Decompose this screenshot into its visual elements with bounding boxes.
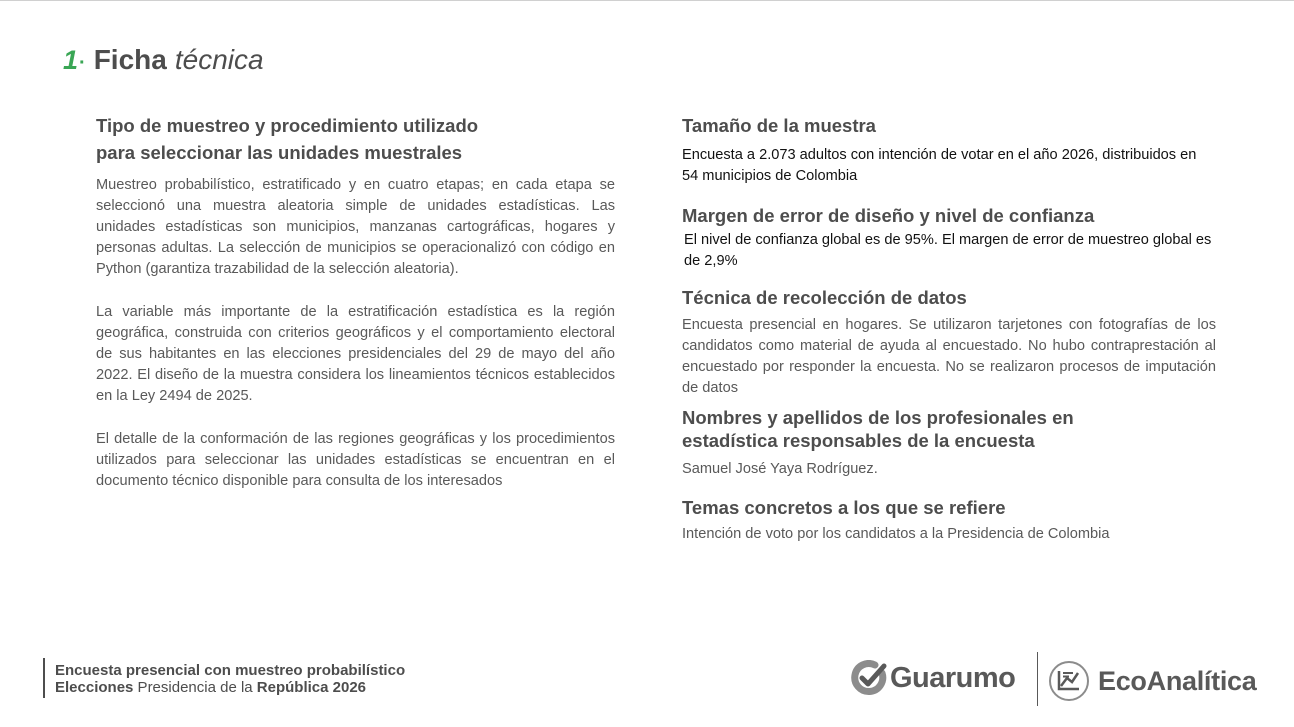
page-title — [63, 44, 264, 80]
professionals-heading-line1: Nombres y apellidos de los profesionales en — [682, 407, 1074, 428]
footer-republica: República 2026 — [256, 679, 367, 696]
sample-size-heading: Tamaño de la muestra — [682, 115, 876, 136]
footer-line-2 — [55, 679, 405, 696]
sampling-paragraph-1: Muestreo probabilístico, estratificado y en cuatro etapas; en cada etapa se seleccionó una muestra aleatoria simple de unidades estadísticas. Las unidades estadísticas son municipios, manzanas cartográficas, hogares y personas adultas. La selección de municipios se operacionalizó con código en Python (garantiza trazabilidad de la selección aleatoria). — [96, 177, 615, 277]
margin-error-heading: Margen de error de diseño y nivel de confianza — [682, 205, 1095, 226]
margin-error-block — [682, 202, 1216, 272]
guarumo-logo — [851, 660, 1015, 696]
footer-line-1 — [55, 662, 405, 679]
topics-heading: Temas concretos a los que se refiere — [682, 497, 1006, 518]
collection-text: Encuesta presencial en hogares. Se utilizaron tarjetones con fotografías de los candidatos como material de ayuda al encuestado. No hubo contraprestación al encuestado por responder la encuesta. No se realizaron procesos de imputación de datos — [682, 317, 1216, 396]
sampling-section — [96, 112, 615, 492]
technical-details — [682, 112, 1216, 545]
title-italic: técnica — [174, 44, 264, 75]
collection-block — [682, 284, 1216, 399]
sampling-heading-line2: para seleccionar las unidades muestrales — [96, 142, 463, 163]
section-separator: · — [79, 52, 86, 74]
section-number: 1 — [63, 45, 78, 75]
sampling-heading — [96, 112, 615, 166]
logo-divider — [1037, 652, 1038, 706]
ecoanalitica-logo — [1048, 660, 1256, 702]
top-rule — [0, 0, 1294, 1]
footer-elecciones: Elecciones — [55, 679, 134, 696]
collection-heading: Técnica de recolección de datos — [682, 287, 967, 308]
professionals-heading-line2: estadística responsables de la encuesta — [682, 430, 1035, 451]
footer-accent-bar — [43, 658, 45, 698]
sampling-paragraph-2: La variable más importante de la estratificación estadística es la región geográfica, construida con criterios geográficos y el comportamiento electoral de sus habitantes en las elecciones presidenciales del 29 de mayo del año 2022. El diseño de la muestra considera los lineamientos técnicos establecidos en la Ley 2494 de 2025. — [96, 304, 615, 404]
guarumo-wordmark: Guarumo — [890, 661, 1016, 694]
sampling-heading-line1: Tipo de muestreo y procedimiento utilizado — [96, 115, 479, 136]
sample-size-block — [682, 112, 1216, 187]
guarumo-check-icon — [851, 660, 887, 696]
professionals-block — [682, 406, 1216, 480]
topics-block — [682, 494, 1216, 545]
sample-size-text: Encuesta a 2.073 adultos con intención de votar en el año 2026, distribuidos en 54 municipios de Colombia — [682, 147, 1197, 184]
professionals-text: Samuel José Yaya Rodríguez. — [682, 461, 878, 477]
footer-caption — [55, 662, 405, 696]
ecoanalitica-chart-icon — [1048, 660, 1090, 702]
margin-error-text: El nivel de confianza global es de 95%. El margen de error de muestreo global es de 2,9% — [684, 232, 1212, 269]
title-bold: Ficha — [93, 44, 167, 75]
topics-text: Intención de voto por los candidatos a la Presidencia de Colombia — [682, 526, 1110, 542]
ecoanalitica-wordmark: EcoAnalítica — [1098, 665, 1257, 696]
professionals-heading — [682, 406, 1216, 452]
footer-line-1-text: Encuesta presencial con muestreo probabilístico — [55, 662, 406, 679]
sampling-paragraph-3: El detalle de la conformación de las regiones geográficas y los procedimientos utilizados para seleccionar las unidades estadísticas se encuentran en el documento técnico disponible para consulta de los interesados — [96, 431, 615, 489]
footer-presidencia: Presidencia de la — [133, 679, 257, 696]
